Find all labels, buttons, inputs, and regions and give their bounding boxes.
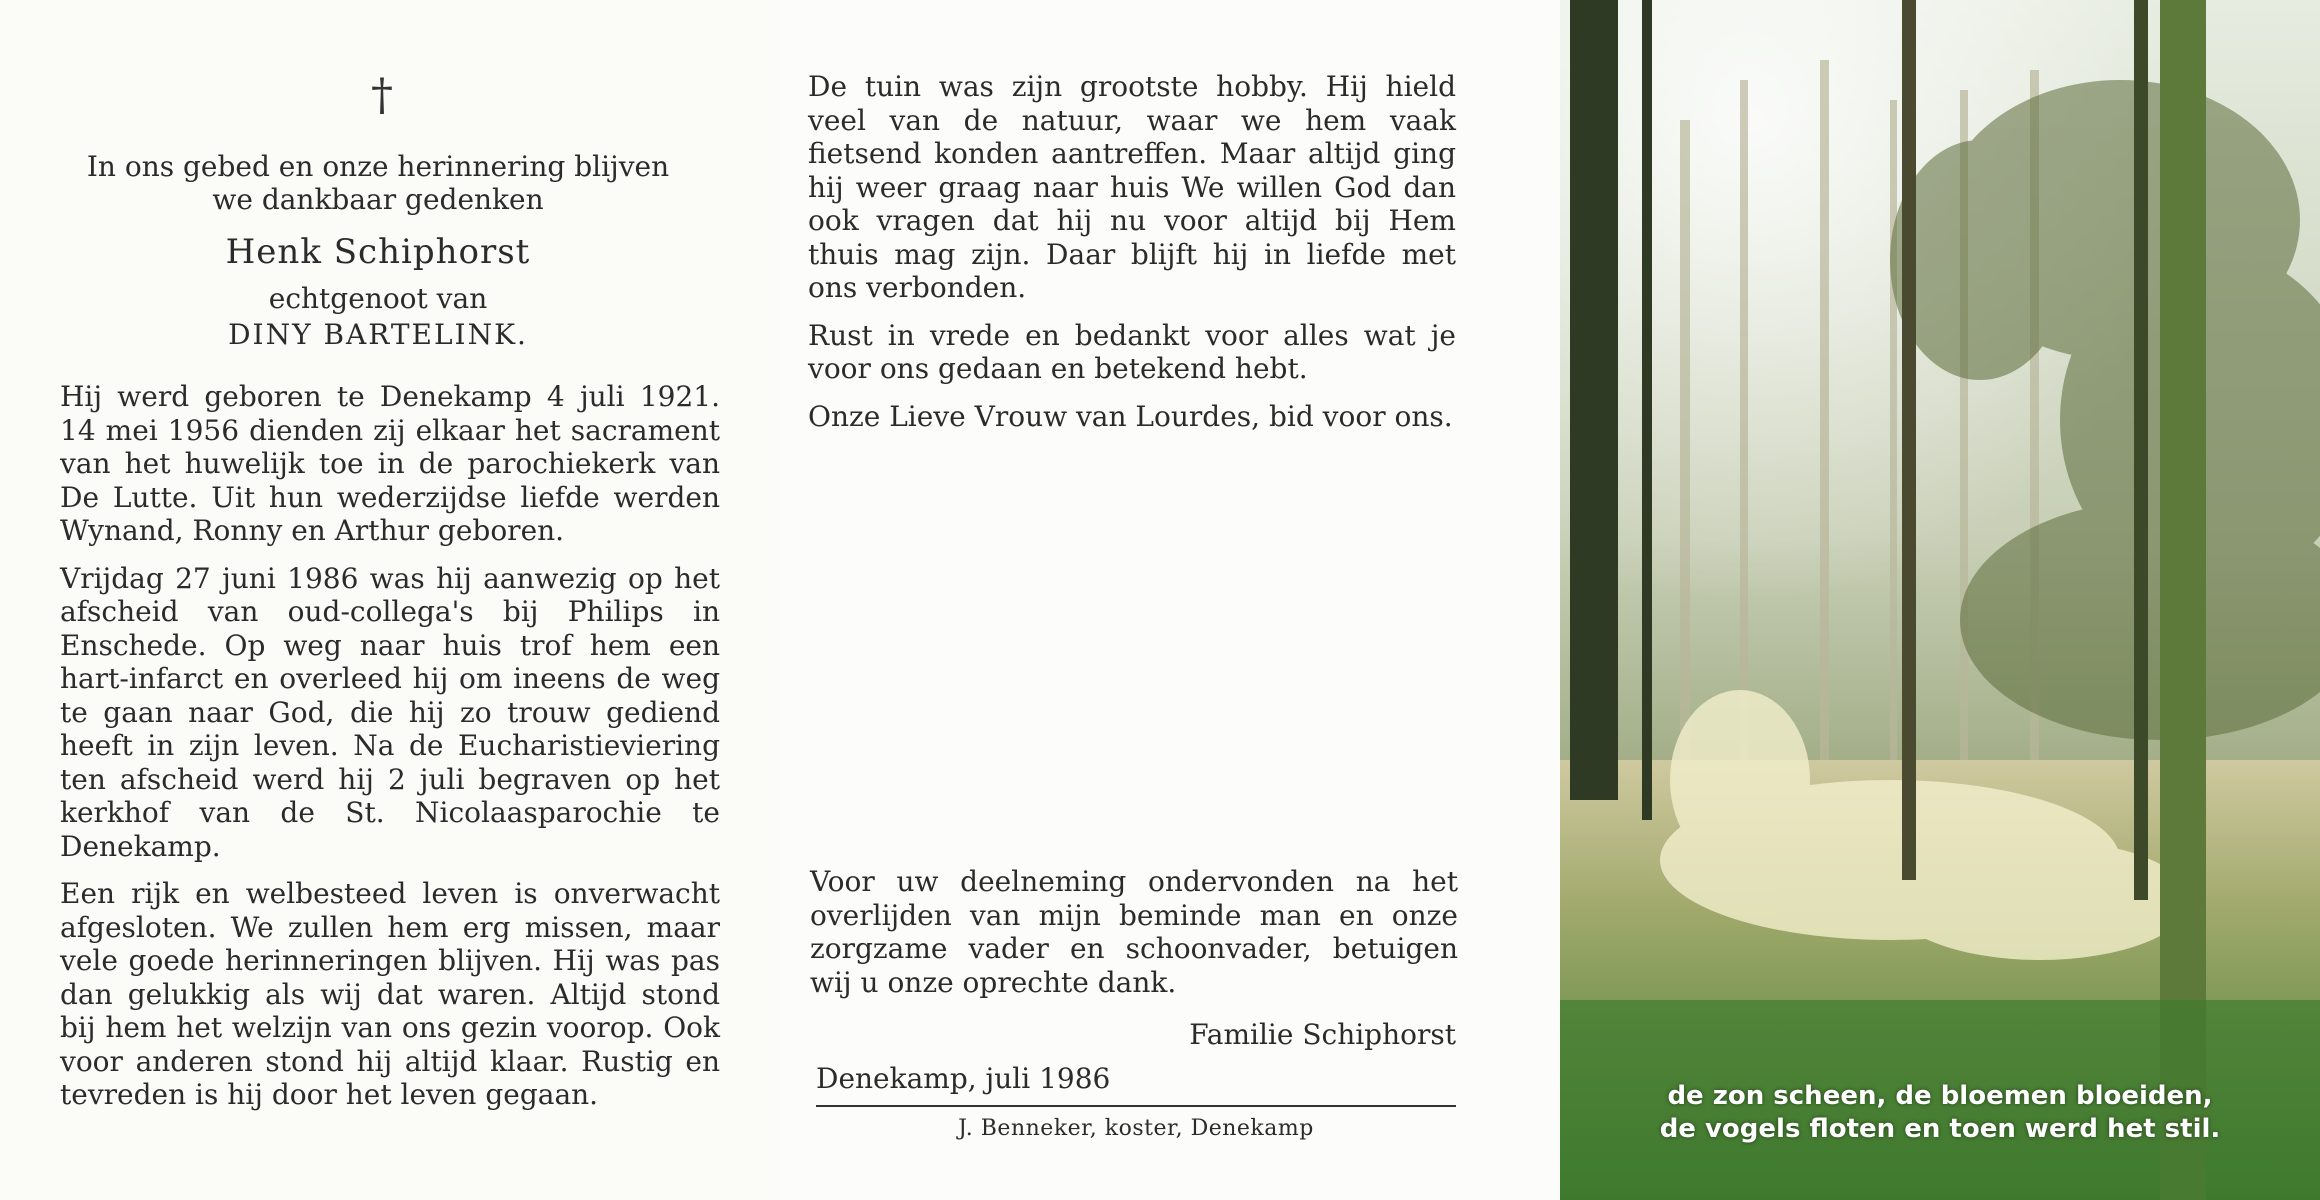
- spouse-name: DINY BARTELINK.: [228, 318, 528, 351]
- cross-icon: †: [371, 70, 393, 121]
- caption-line-1: de zon scheen, de bloemen bloeiden,: [1667, 1081, 2213, 1111]
- family-signature: Familie Schiphorst: [1189, 1018, 1456, 1051]
- biography-paragraph-life: Een rijk en welbesteed leven is onverwacht afgesloten. We zullen hem erg missen, maar vele goede herinneringen blijven. Hij was pas dan gelukkig als wij dat waren. Altijd stond bij hem het welzijn van ons gezin voorop. Ook voor anderen stond hij altijd klaar. Rustig en tevreden is hij door het leven gegaan.: [60, 877, 720, 1111]
- biography: [60, 380, 720, 1126]
- remembrance-text: [808, 70, 1456, 447]
- forest-photo: [1560, 0, 2320, 1200]
- biography-paragraph-death: Vrijdag 27 juni 1986 was hij aanwezig op het afscheid van oud-collega's bij Philips in Enschede. Op weg naar huis trof hem een hart-infarct en overleed hij om ineens de weg te gaan naar God, die hij zo trouw gediend heeft in zijn leven. Na de Eucharistieviering ten afscheid werd hij 2 juli begraven op het kerkhof van de St. Nicolaasparochie te Denekamp.: [60, 561, 720, 863]
- remembrance-paragraph-rest: Rust in vrede en bedankt voor alles wat je voor ons gedaan en betekend hebt.: [808, 318, 1456, 385]
- left-panel: [0, 0, 780, 1200]
- biography-paragraph-birth: Hij werd geboren te Denekamp 4 juli 1921. 14 mei 1956 dienden zij elkaar het sacrament van het huwelijk toe in de parochiekerk van De Lutte. Uit hun wederzijdse liefde werden Wynand, Ronny en Arthur geboren.: [60, 380, 720, 547]
- forest-illustration: [1560, 0, 2320, 1200]
- divider-line: [816, 1105, 1456, 1107]
- deceased-name: Henk Schiphorst: [225, 232, 531, 272]
- place-date: Denekamp, juli 1986: [816, 1062, 1111, 1095]
- intro-line-1: In ons gebed en onze herinnering blijven: [86, 150, 670, 183]
- photo-caption: [1560, 1080, 2320, 1146]
- caption-line-2: de vogels floten en toen werd het stil.: [1659, 1114, 2221, 1144]
- spouse-label: echtgenoot van: [268, 282, 488, 315]
- intro-line-2: we dankbaar gedenken: [212, 183, 544, 216]
- middle-panel: [780, 0, 1560, 1200]
- thanks-block: [810, 865, 1458, 999]
- printer-credit: J. Benneker, koster, Denekamp: [958, 1116, 1314, 1141]
- thanks-text: Voor uw deelneming ondervonden na het overlijden van mijn beminde man en onze zorgzame vader en schoonvader, betuigen wij u onze oprechte dank.: [810, 865, 1458, 999]
- remembrance-paragraph-hobby: De tuin was zijn grootste hobby. Hij hield veel van de natuur, waar we hem vaak fietsend konden aantreffen. Maar altijd ging hij weer graag naar huis We willen God dan ook vragen dat hij nu voor altijd bij Hem thuis mag zijn. Daar blijft hij in liefde met ons verbonden.: [808, 70, 1456, 304]
- remembrance-paragraph-prayer: Onze Lieve Vrouw van Lourdes, bid voor ons.: [808, 399, 1453, 433]
